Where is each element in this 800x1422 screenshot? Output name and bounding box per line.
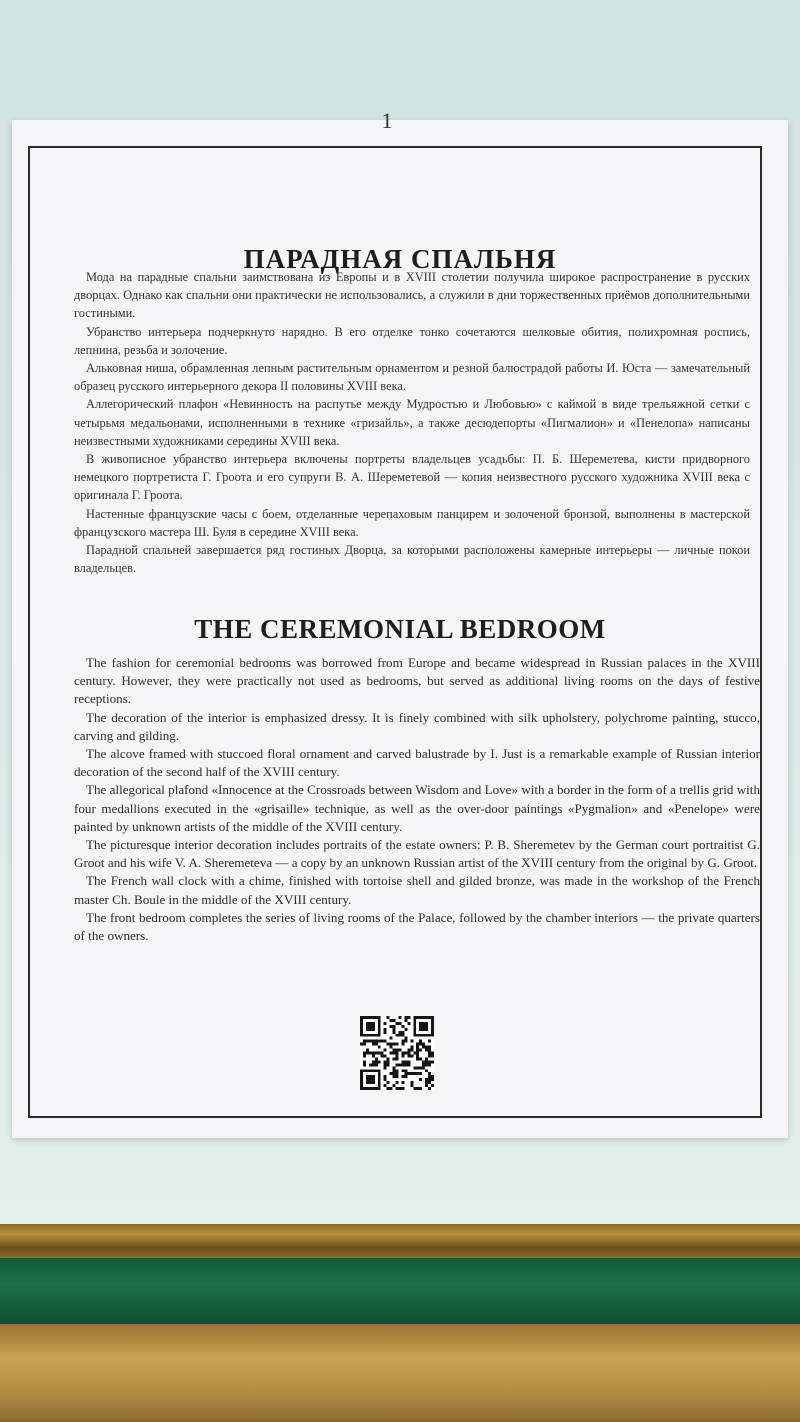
frame-gold-strip bbox=[0, 1324, 800, 1422]
paragraph-ru: Аллегорический плафон «Невинность на распутье между Мудростью и Любовью» с каймой в виде трельяжной сетки с четырьмя медальонами, исполненными в технике «гризайль», а также десюдепорты «Пигмалион» и «Пенелопа» написаны неизвестными художниками середины XVIII века. bbox=[74, 397, 750, 448]
text-russian bbox=[74, 268, 750, 577]
title-english: THE CEREMONIAL BEDROOM bbox=[194, 614, 606, 644]
paragraph-ru: Убранство интерьера подчеркнуто нарядно. В его отделке тонко сочетаются шелковые обития, полихромная роспись, лепнина, резьба и золочение. bbox=[74, 324, 750, 357]
frame-wood-strip bbox=[0, 1224, 800, 1258]
paragraph-en: The allegorical plafond «Innocence at the Crossroads between Wisdom and Love» with a border in the form of a trellis grid with four medallions executed in the «grisaille» technique, as well as the over-door paintings «Pygmalion» and «Penelope» were painted by unknown artists of the middle of the XVIII century. bbox=[74, 782, 760, 834]
text-english bbox=[74, 654, 760, 945]
paragraph-ru: Альковная ниша, обрамленная лепным растительным орнаментом и резной балюстрадой работы И. Юста — замечательный образец русского интерьерного декора II половины XVIII века. bbox=[74, 361, 750, 394]
paragraph-ru: Настенные французские часы с боем, отделанные черепаховым панцирем и золоченой бронзой, выполнены в мастерской французского мастера Ш. Буля в середине XVIII века. bbox=[74, 506, 750, 539]
paragraph-en: The front bedroom completes the series of living rooms of the Palace, followed by the chamber interiors — the private quarters of the owners. bbox=[74, 909, 760, 944]
paragraph-en: The French wall clock with a chime, finished with tortoise shell and gilded bronze, was made in the workshop of the French master Ch. Boule in the middle of the XVIII century. bbox=[74, 873, 760, 907]
paragraph-en: The decoration of the interior is emphasized dressy. It is finely combined with silk upholstery, polychrome painting, stucco, carving and gilding. bbox=[74, 709, 760, 743]
paragraph-en: The picturesque interior decoration includes portraits of the estate owners: P. B. Sheremetev by the German court portraitist G. Groot and his wife V. A. Sheremeteva — a copy by an unknown Russian artist of the XVIII century from the original by G. Groot. bbox=[74, 837, 760, 871]
paragraph-ru: Мода на парадные спальни заимствована из Европы и в XVIII столетии получила широкое распространение в русских дворцах. Однако как спальни они практически не использовались, а служили в дни торжественных приёмов дополнительными гостиными. bbox=[74, 270, 750, 321]
paragraph-en: The alcove framed with stuccoed floral ornament and carved balustrade by I. Just is a remarkable example of Russian interior decoration of the second half of the XVIII century. bbox=[74, 746, 760, 780]
frame-green-strip bbox=[0, 1258, 800, 1324]
page-number: 1 bbox=[381, 108, 393, 133]
paragraph-ru: Парадной спальней завершается ряд гостиных Дворца, за которыми расположены камерные интерьеры — личные покои владельцев. bbox=[74, 543, 750, 576]
title-russian: ПАРАДНАЯ СПАЛЬНЯ bbox=[243, 244, 557, 274]
qr-code-icon bbox=[360, 1016, 434, 1090]
paragraph-en: The fashion for ceremonial bedrooms was borrowed from Europe and became widespread in Russian palaces in the XVIII century. However, they were practically not used as bedrooms, but served as additional living rooms on the days of festive receptions. bbox=[74, 655, 760, 707]
paragraph-ru: В живописное убранство интерьера включены портреты владельцев усадьбы: П. Б. Шереметева, кисти придворного немецкого портретиста Г. Гроота и его супруги В. А. Шереметевой — копия неизвестного русского художника XVIII века с оригинала Г. Гроота. bbox=[74, 452, 750, 503]
